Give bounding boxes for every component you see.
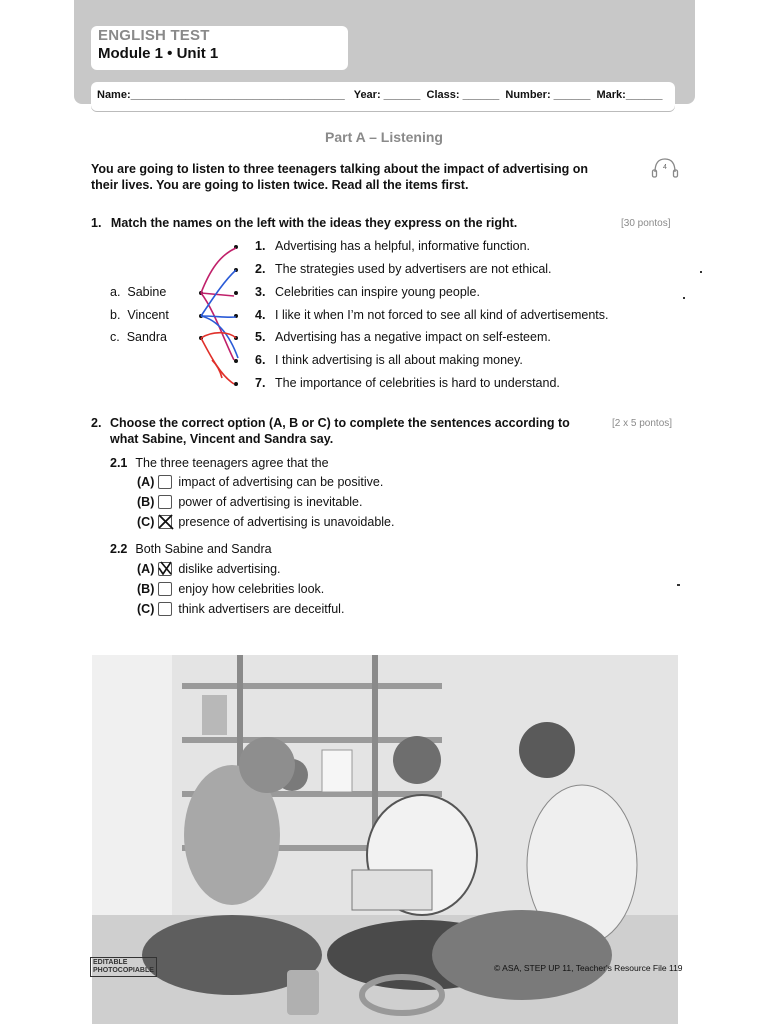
stray-mark <box>700 271 702 273</box>
idea-item-5: 5. Advertising has a negative impact on self-esteem. <box>255 330 551 344</box>
checkbox[interactable] <box>158 495 172 509</box>
checkbox-checked[interactable] <box>158 515 172 529</box>
q2-2-stem: 2.2 Both Sabine and Sandra <box>110 542 272 556</box>
q2-2-option-c[interactable]: (C) think advertisers are deceitful. <box>137 602 345 616</box>
q1-header <box>91 215 517 231</box>
name-item-c: c. Sandra <box>110 330 167 344</box>
name-item-b: b. Vincent <box>110 308 169 322</box>
test-title: ENGLISH TEST <box>98 27 210 44</box>
checkbox[interactable] <box>158 582 172 596</box>
checkbox[interactable] <box>158 602 172 616</box>
q2-2-option-a[interactable]: (A) dislike advertising. <box>137 562 281 577</box>
q2-number: 2. <box>91 416 102 430</box>
idea-item-3: 3. Celebrities can inspire young people. <box>255 285 480 299</box>
q2-1-option-b[interactable]: (B) power of advertising is inevitable. <box>137 495 363 509</box>
q2-1-stem: 2.1 The three teenagers agree that the <box>110 456 329 470</box>
audio-track-number: 4 <box>663 164 667 171</box>
q2-1-option-c[interactable]: (C) presence of advertising is unavoidable. <box>137 515 394 530</box>
editable-photocopiable-badge: EDITABLE PHOTOCOPIABLE <box>90 957 157 977</box>
checkbox-checked[interactable] <box>158 562 172 576</box>
stray-mark <box>683 297 685 299</box>
q2-1-option-a[interactable]: (A) impact of advertising can be positive. <box>137 475 384 489</box>
headphones-icon <box>651 156 679 180</box>
idea-item-1: 1. Advertising has a helpful, informative function. <box>255 239 530 253</box>
check-mark-icon <box>157 560 175 578</box>
part-title: Part A – Listening <box>325 129 443 145</box>
q2-text: Choose the correct option (A, B or C) to complete the sentences according to what Sabine, Vincent and Sandra say. <box>110 416 570 446</box>
check-cross-icon <box>156 512 176 532</box>
stray-mark <box>677 584 680 586</box>
footer-credit: © ASA, STEP UP 11, Teacher's Resource File 119 <box>494 963 683 973</box>
q2-2-option-b[interactable]: (B) enjoy how celebrities look. <box>137 582 325 596</box>
idea-item-2: 2. The strategies used by advertisers are not ethical. <box>255 262 552 276</box>
intro-text: You are going to listen to three teenagers talking about the impact of advertising on their lives. You are going to listen twice. Read all the items first. <box>91 162 589 192</box>
idea-item-6: 6. I think advertising is all about making money. <box>255 353 523 367</box>
q2-points: [2 x 5 pontos] <box>612 418 673 429</box>
name-item-a: a. Sabine <box>110 285 167 299</box>
idea-item-7: 7. The importance of celebrities is hard to understand. <box>255 376 560 390</box>
matching-lines <box>190 240 250 400</box>
student-info-line[interactable]: Name:___________________________________ Year: ______ Class: ______ Number: ______ Mark:______ <box>97 89 663 101</box>
q1-text: Match the names on the left with the ideas they express on the right. <box>110 216 518 230</box>
idea-item-4: 4. I like it when I’m not forced to see all kind of advertisements. <box>255 308 609 322</box>
q1-points: [30 pontos] <box>621 218 671 229</box>
q1-number: 1. <box>91 216 102 230</box>
checkbox[interactable] <box>158 475 172 489</box>
module-title: Module 1 • Unit 1 <box>98 45 219 62</box>
q2-header <box>91 415 581 447</box>
